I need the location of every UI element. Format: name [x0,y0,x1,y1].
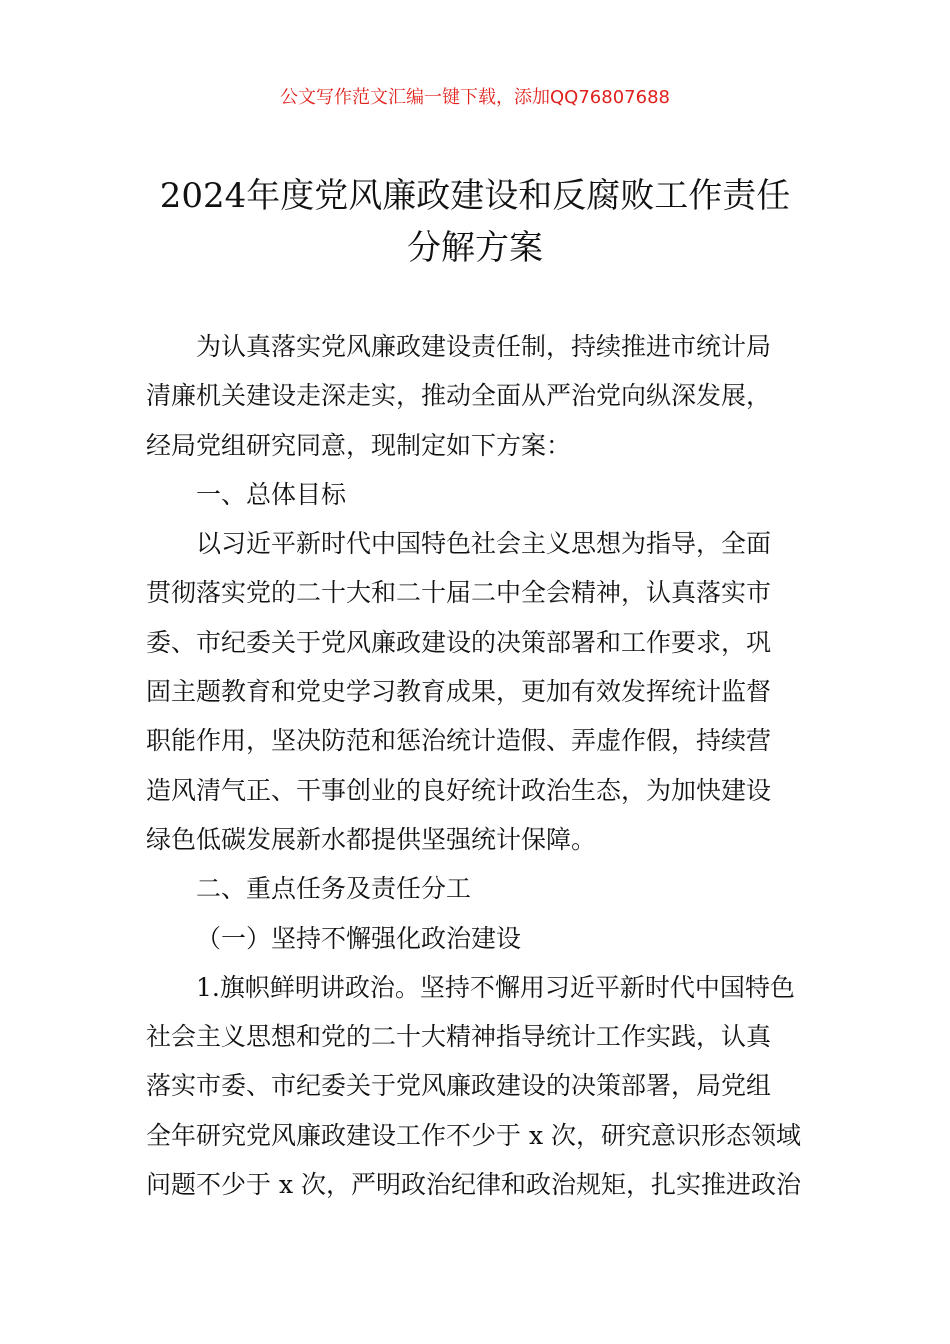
body-line: 经局党组研究同意，现制定如下方案： [146,430,572,460]
title-line: 分解方案 [407,228,543,268]
body-line: 固主题教育和党史学习教育成果，更加有效发挥统计监督 [146,677,772,707]
document-body [146,322,822,1209]
body-line: 问题不少于 x 次，严明政治纪律和政治规矩，扎实推进政治 [146,1170,801,1200]
download-banner: 公文写作范文汇编一键下载，添加QQ76807688 [280,87,670,108]
body-line: 委、市纪委关于党风廉政建设的决策部署和工作要求，巩 [146,627,772,657]
body-line: 1.旗帜鲜明讲政治。坚持不懈用习近平新时代中国特色 [196,972,795,1002]
body-line: 为认真落实党风廉政建设责任制，持续推进市统计局 [196,332,772,361]
body-line: 贯彻落实党的二十大和二十届二中全会精神，认真落实市 [146,578,772,608]
body-line: 清廉机关建设走深走实，推动全面从严治党向纵深发展， [146,381,772,411]
document-title [110,170,840,274]
body-line: 社会主义思想和党的二十大精神指导统计工作实践，认真 [146,1022,772,1052]
body-line: 造风清气正、干事创业的良好统计政治生态，为加快建设 [146,775,772,805]
body-line: 一、总体目标 [196,479,347,509]
body-line: 二、重点任务及责任分工 [196,874,472,904]
body-line: 落实市委、市纪委关于党风廉政建设的决策部署，局党组 [146,1071,772,1101]
body-line: 以习近平新时代中国特色社会主义思想为指导，全面 [196,529,772,559]
body-line: 全年研究党风廉政建设工作不少于 x 次，研究意识形态领域 [146,1120,801,1150]
title-line: 2024年度党风廉政建设和反腐败工作责任 [159,176,791,216]
body-line: 绿色低碳发展新水都提供坚强统计保障。 [146,824,597,854]
body-line: （一）坚持不懈强化政治建设 [196,923,522,953]
body-line: 职能作用，坚决防范和惩治统计造假、弄虚作假，持续营 [146,726,772,756]
